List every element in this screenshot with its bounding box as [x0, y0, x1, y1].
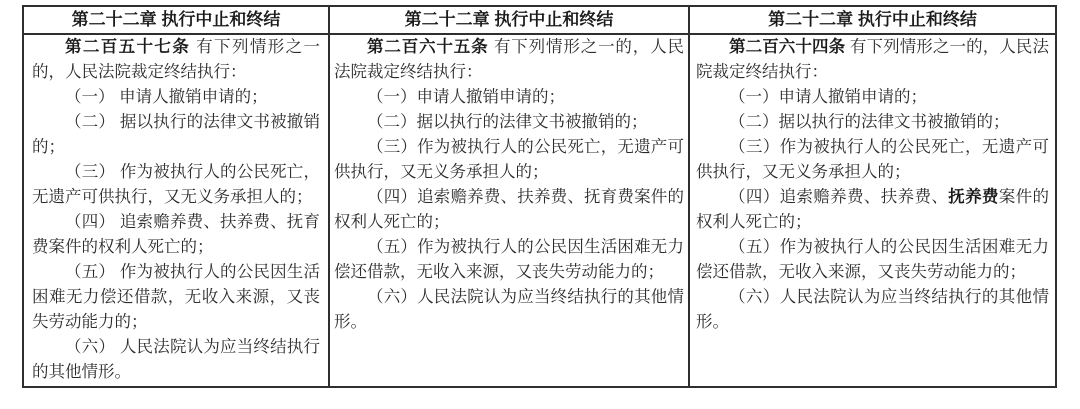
text-segment: 有下列情形之一的，人民法院裁定终结执行： — [334, 38, 684, 81]
bold-text-segment: 第二百六十五条 — [367, 38, 489, 56]
law-paragraph — [696, 235, 1049, 285]
chapter-header: 第二十二章 执行中止和终结 — [24, 7, 328, 35]
article-body — [24, 35, 328, 386]
article-body — [330, 35, 688, 386]
text-segment: （一）申请人撤销申请的； — [367, 88, 565, 106]
law-paragraph — [32, 110, 320, 160]
text-segment: （五）作为被执行人的公民因生活困难无力偿还借款，无收入来源，又丧失劳动能力的； — [696, 238, 1049, 281]
chapter-header: 第二十二章 执行中止和终结 — [330, 7, 688, 35]
text-segment: 有下列情形之一的，人民法院裁定终结执行： — [32, 38, 320, 81]
text-segment: （五） 作为被执行人的公民因生活困难无力偿还借款，无收入来源，又丧失劳动能力的； — [32, 263, 320, 331]
text-segment: 案件的权利人死亡的； — [696, 188, 1050, 231]
text-segment: （五）作为被执行人的公民因生活困难无力偿还借款，无收入来源，又丧失劳动能力的； — [334, 238, 684, 281]
text-segment: （四） 追索赡养费、扶养费、抚育费案件的权利人死亡的； — [32, 213, 320, 256]
bold-text-segment: 第二百五十七条 — [65, 38, 191, 56]
law-paragraph — [696, 110, 1049, 135]
law-paragraph — [334, 110, 684, 135]
law-paragraph — [334, 285, 684, 335]
law-paragraph — [696, 35, 1049, 85]
law-paragraph — [32, 210, 320, 260]
article-body — [690, 35, 1055, 386]
law-paragraph — [334, 85, 684, 110]
text-segment: （三） 作为被执行人的公民死亡，无遗产可供执行，又无义务承担人的； — [32, 163, 320, 206]
law-paragraph — [32, 160, 320, 210]
law-paragraph — [32, 260, 320, 335]
law-paragraph — [696, 85, 1049, 110]
law-column-1 — [24, 7, 330, 386]
text-segment: （三）作为被执行人的公民死亡，无遗产可供执行，又无义务承担人的； — [334, 138, 684, 181]
law-paragraph — [334, 135, 684, 185]
law-paragraph — [334, 235, 684, 285]
bold-text-segment: 第二百六十四条 — [729, 38, 846, 56]
text-segment: （四）追索赡养费、扶养费、抚育费案件的权利人死亡的； — [334, 188, 684, 231]
law-comparison-table — [22, 5, 1057, 388]
law-paragraph — [334, 185, 684, 235]
bold-text-segment: 抚养费 — [948, 188, 999, 206]
chapter-header: 第二十二章 执行中止和终结 — [690, 7, 1055, 35]
law-paragraph — [32, 85, 320, 110]
law-paragraph — [696, 135, 1049, 185]
law-paragraph — [32, 335, 320, 385]
law-paragraph — [696, 185, 1049, 235]
text-segment: （三）作为被执行人的公民死亡，无遗产可供执行，又无义务承担人的； — [696, 138, 1049, 181]
text-segment: （六）人民法院认为应当终结执行的其他情形。 — [696, 288, 1049, 331]
text-segment: （一） 申请人撤销申请的； — [65, 88, 268, 106]
text-segment: 有下列情形之一的，人民法院裁定终结执行： — [696, 38, 1049, 81]
law-column-2 — [330, 7, 690, 386]
text-segment: （一）申请人撤销申请的； — [729, 88, 927, 106]
law-paragraph — [32, 35, 320, 85]
text-segment: （二）据以执行的法律文书被撤销的； — [367, 113, 648, 131]
text-segment: （六） 人民法院认为应当终结执行的其他情形。 — [32, 338, 320, 381]
law-column-3 — [690, 7, 1055, 386]
text-segment: （二） 据以执行的法律文书被撤销的； — [32, 113, 320, 156]
law-paragraph — [334, 35, 684, 85]
law-paragraph — [696, 285, 1049, 335]
text-segment: （六）人民法院认为应当终结执行的其他情形。 — [334, 288, 684, 331]
text-segment: （二）据以执行的法律文书被撤销的； — [729, 113, 1010, 131]
text-segment: （四）追索赡养费、扶养费、 — [729, 188, 949, 206]
